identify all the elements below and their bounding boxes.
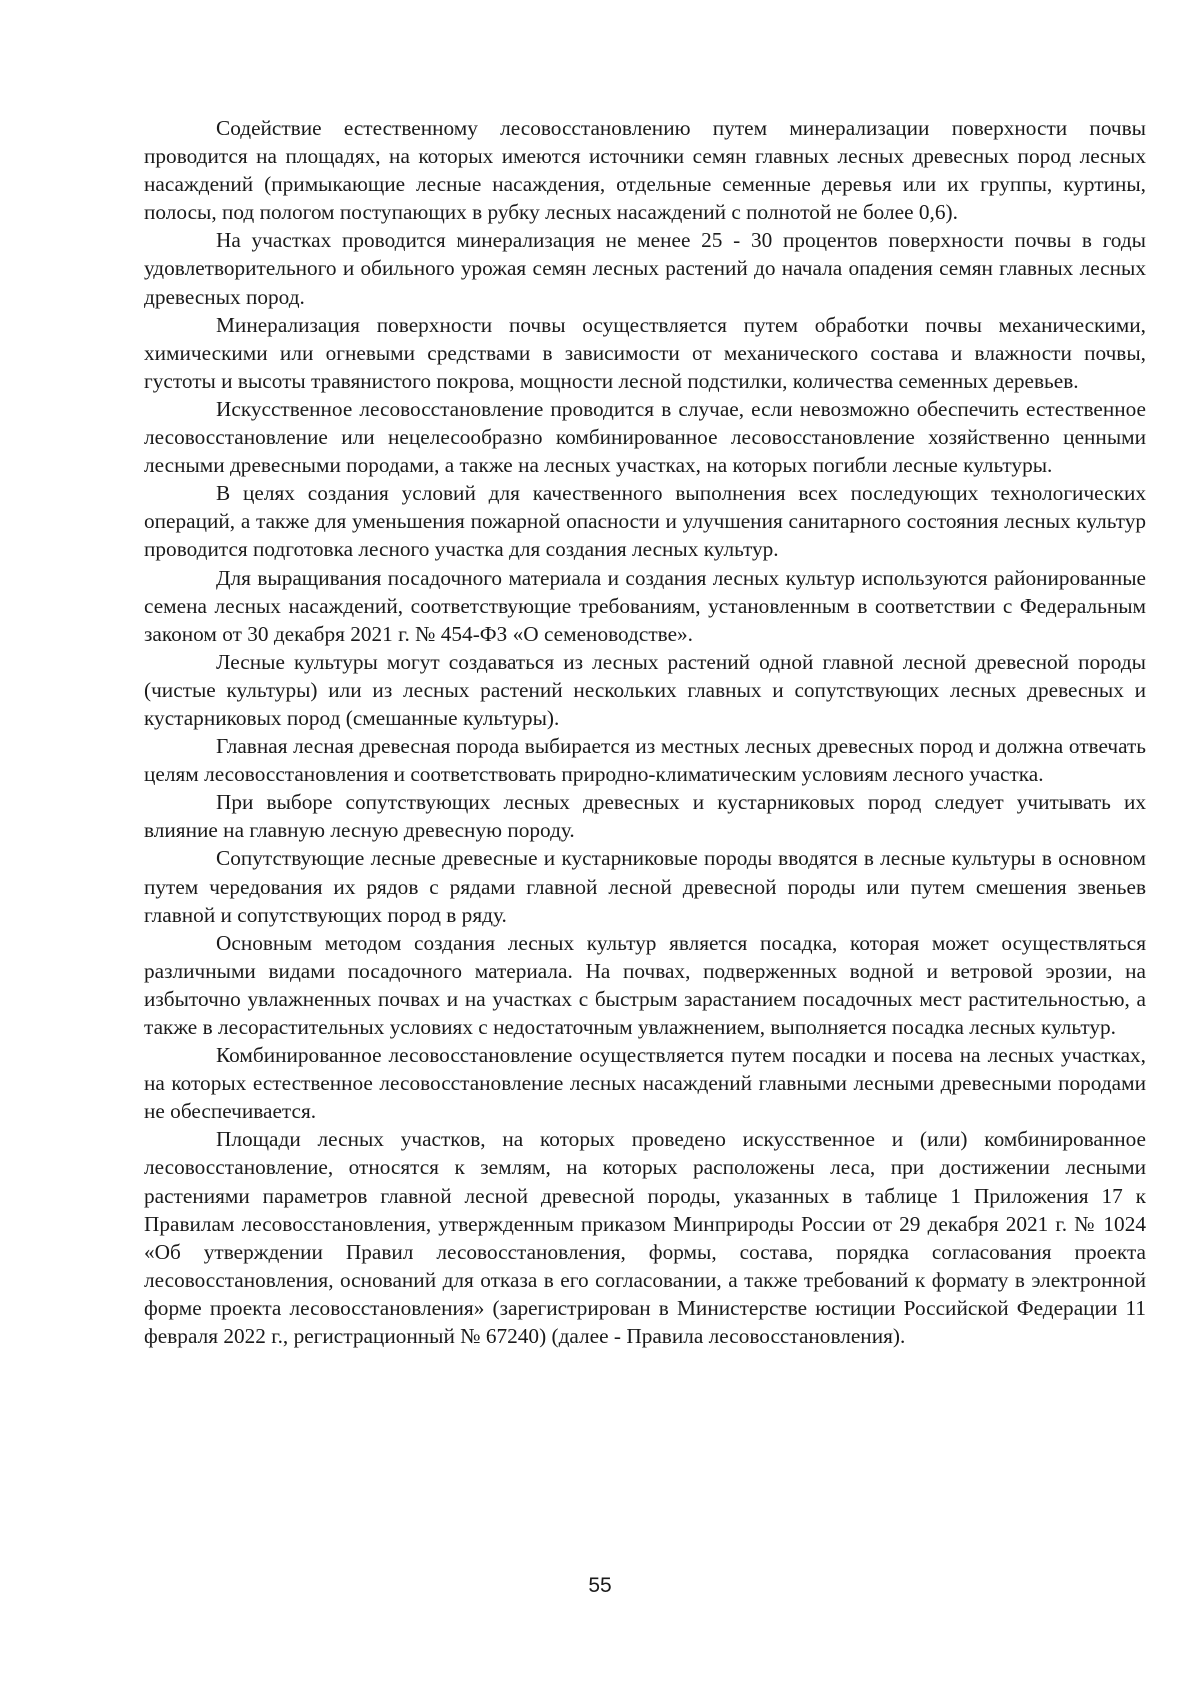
- paragraph-land-classification: Площади лесных участков, на которых проведено искусственное и (или) комбинированное лесовосстановление, относятся к землям, на которых расположены леса, при достижении лесными растениями параметров главной лесной древесной породы, указанных в таблице 1 Приложения 17 к Правилам лесовосстановления, утвержденным приказом Минприроды России от 29 декабря 2021 г. № 1024 «Об утверждении Правил лесовосстановления, формы, состава, порядка согласования проекта лесовосстановления, оснований для отказа в его согласовании, а также требований к формату в электронной форме проекта лесовосстановления» (зарегистрирован в Министерстве юстиции Российской Федерации 11 февраля 2022 г., регистрационный № 67240) (далее - Правила лесовосстановления).: [144, 1127, 1146, 1349]
- paragraph-combined-reforestation: Комбинированное лесовосстановление осуществляется путем посадки и посева на лесных участках, на которых естественное лесовосстановление лесных насаждений главными лесными древесными породами не обеспечивается.: [144, 1043, 1146, 1124]
- paragraph-mineralization-methods: Минерализация поверхности почвы осуществляется путем обработки почвы механическими, химическими или огневыми средствами в зависимости от механического состава и влажности почвы, густоты и высоты травянистого покрова, мощности лесной подстилки, количества семенных деревьев.: [144, 312, 1146, 393]
- paragraph-main-species: Главная лесная древесная порода выбирается из местных лесных древесных пород и должна отвечать целям лесовосстановления и соответствовать природно-климатическим условиям лесного участка.: [144, 734, 1146, 787]
- document-body: [144, 114, 1146, 1350]
- paragraph-mineralization-percent: На участках проводится минерализация не менее 25 - 30 процентов поверхности почвы в годы удовлетворительного и обильного урожая семян лесных растений до начала опадения семян главных лесных древесных пород.: [144, 228, 1146, 309]
- paragraph-pure-mixed-cultures: Лесные культуры могут создаваться из лесных растений одной главной лесной древесной породы (чистые культуры) или из лесных растений нескольких главных и сопутствующих лесных древесных и кустарниковых пород (смешанные культуры).: [144, 649, 1146, 730]
- paragraph-row-alternation: Сопутствующие лесные древесные и кустарниковые породы вводятся в лесные культуры в основном путем чередования их рядов с рядами главной лесной древесной породы или путем смешения звеньев главной и сопутствующих пород в ряду.: [144, 846, 1146, 927]
- paragraph-site-preparation: В целях создания условий для качественного выполнения всех последующих технологических операций, а также для уменьшения пожарной опасности и улучшения санитарного состояния лесных культур проводится подготовка лесного участка для создания лесных культур.: [144, 481, 1146, 562]
- paragraph-seed-material: Для выращивания посадочного материала и создания лесных культур используются районированные семена лесных насаждений, соответствующие требованиям, установленным в соответствии с Федеральным законом от 30 декабря 2021 г. № 454-ФЗ «О семеноводстве».: [144, 565, 1146, 646]
- paragraph-accompanying-species: При выборе сопутствующих лесных древесных и кустарниковых пород следует учитывать их влияние на главную лесную древесную породу.: [144, 790, 1146, 843]
- page-number: 55: [588, 1574, 612, 1597]
- paragraph-artificial-reforestation: Искусственное лесовосстановление проводится в случае, если невозможно обеспечить естественное лесовосстановление или нецелесообразно комбинированное лесовосстановление хозяйственно ценными лесными древесными породами, а также на лесных участках, на которых погибли лесные культуры.: [144, 396, 1146, 478]
- paragraph-mineralization-assistance: Содействие естественному лесовосстановлению путем минерализации поверхности почвы проводится на площадях, на которых имеются источники семян главных лесных древесных пород лесных насаждений (примыкающие лесные насаждения, отдельные семенные деревья или их группы, куртины, полосы, под пологом поступающих в рубку лесных насаждений с полнотой не более 0,6).: [144, 116, 1146, 225]
- paragraph-planting-method: Основным методом создания лесных культур является посадка, которая может осуществляться различными видами посадочного материала. На почвах, подверженных водной и ветровой эрозии, на избыточно увлажненных почвах и на участках с быстрым зарастанием посадочных мест растительностью, а также в лесорастительных условиях с недостаточным увлажнением, выполняется посадка лесных культур.: [144, 930, 1146, 1039]
